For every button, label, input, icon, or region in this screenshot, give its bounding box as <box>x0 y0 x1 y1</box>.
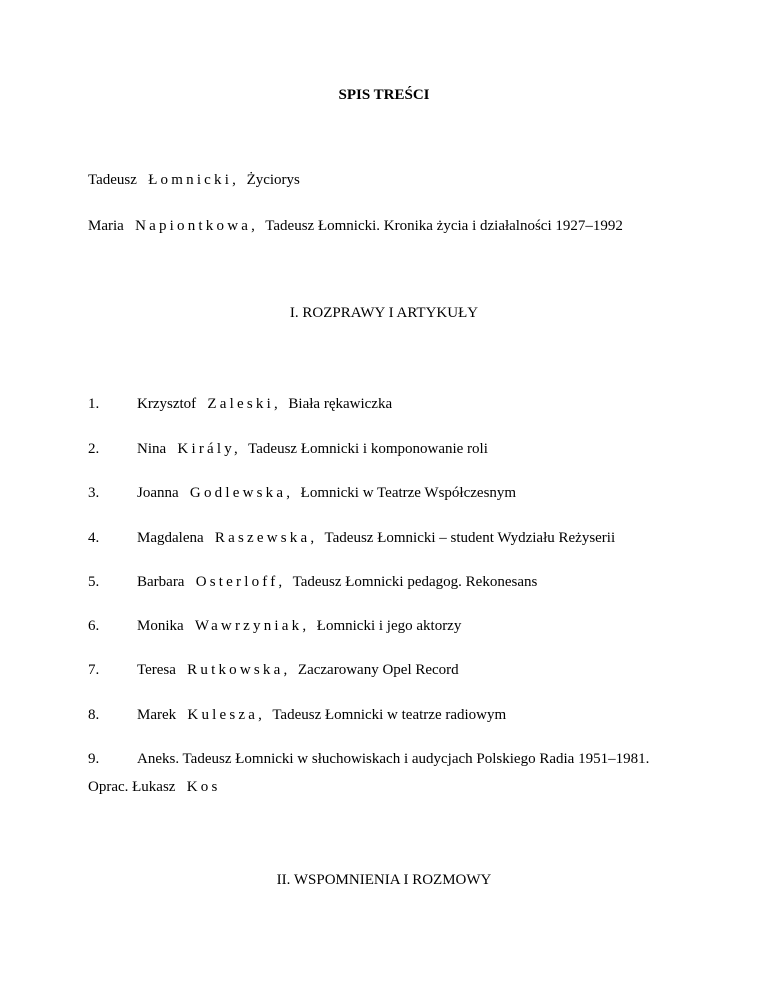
item-number: 5. <box>88 574 100 590</box>
item-number: 1. <box>88 396 100 412</box>
author-surname: Raszewska, <box>214 530 318 546</box>
author-surname: Godlewska, <box>189 485 294 501</box>
toc-entry <box>137 617 461 635</box>
work-title: Zaczarowany Opel Record <box>297 662 459 678</box>
section-heading-1: I. ROZPRAWY I ARTYKUŁY <box>289 305 479 321</box>
section-heading-2: II. WSPOMNIENIA I ROZMOWY <box>276 872 492 888</box>
work-title: Łomnicki w Teatrze Współczesnym <box>300 485 517 501</box>
intro-entry-1 <box>88 171 300 189</box>
work-title: Łomnicki i jego aktorzy <box>316 618 462 634</box>
author-surname: Osterloff, <box>195 574 286 590</box>
author-first-name: Marek <box>137 707 177 723</box>
page-title: SPIS TREŚCI <box>338 87 430 103</box>
item-number: 8. <box>88 707 100 723</box>
author-surname: Király, <box>177 441 241 457</box>
author-first-name: Barbara <box>137 574 185 590</box>
item-number: 3. <box>88 485 100 501</box>
author-surname: Zaleski, <box>207 396 281 412</box>
author-first-name: Tadeusz <box>88 172 137 188</box>
work-title: Tadeusz Łomnicki w teatrze radiowym <box>272 707 507 723</box>
item-number: 2. <box>88 441 100 457</box>
intro-entry-2 <box>88 217 623 235</box>
item-number: 6. <box>88 618 100 634</box>
annex-title: Aneks. Tadeusz Łomnicki w słuchowiskach i audycjach Polskiego Radia 1951–1981. <box>137 751 650 767</box>
toc-entry <box>137 395 392 413</box>
work-title: Tadeusz Łomnicki – student Wydziału Reżyserii <box>324 530 616 546</box>
item-number: 9. <box>88 751 100 767</box>
author-surname: Łomnicki, <box>148 172 240 188</box>
toc-entry <box>137 661 459 679</box>
author-first-name: Joanna <box>137 485 179 501</box>
author-first-name: Magdalena <box>137 530 204 546</box>
toc-entry <box>137 573 537 591</box>
author-surname: Kulesza, <box>187 707 266 723</box>
work-title: Tadeusz Łomnicki pedagog. Rekonesans <box>292 574 538 590</box>
toc-entry <box>137 440 488 458</box>
author-surname: Wawrzyniak, <box>194 618 310 634</box>
author-surname: Napiontkowa, <box>135 218 259 234</box>
toc-entry <box>137 484 516 502</box>
author-first-name: Krzysztof <box>137 396 197 412</box>
author-first-name: Monika <box>137 618 184 634</box>
toc-entry <box>137 706 506 724</box>
author-first-name: Nina <box>137 441 167 457</box>
work-title: Tadeusz Łomnicki. Kronika życia i działalności 1927–1992 <box>265 218 623 234</box>
toc-entry <box>137 529 615 547</box>
work-title: Życiorys <box>246 172 300 188</box>
work-title: Tadeusz Łomnicki i komponowanie roli <box>248 441 488 457</box>
compiler-prefix: Oprac. Łukasz <box>88 779 176 795</box>
item-number: 7. <box>88 662 100 678</box>
work-title: Biała rękawiczka <box>288 396 393 412</box>
author-surname: Rutkowska, <box>187 662 291 678</box>
item-number: 4. <box>88 530 100 546</box>
compiler-surname: Kos <box>186 779 221 795</box>
annex-compiler <box>88 778 221 796</box>
author-first-name: Maria <box>88 218 124 234</box>
author-first-name: Teresa <box>137 662 176 678</box>
